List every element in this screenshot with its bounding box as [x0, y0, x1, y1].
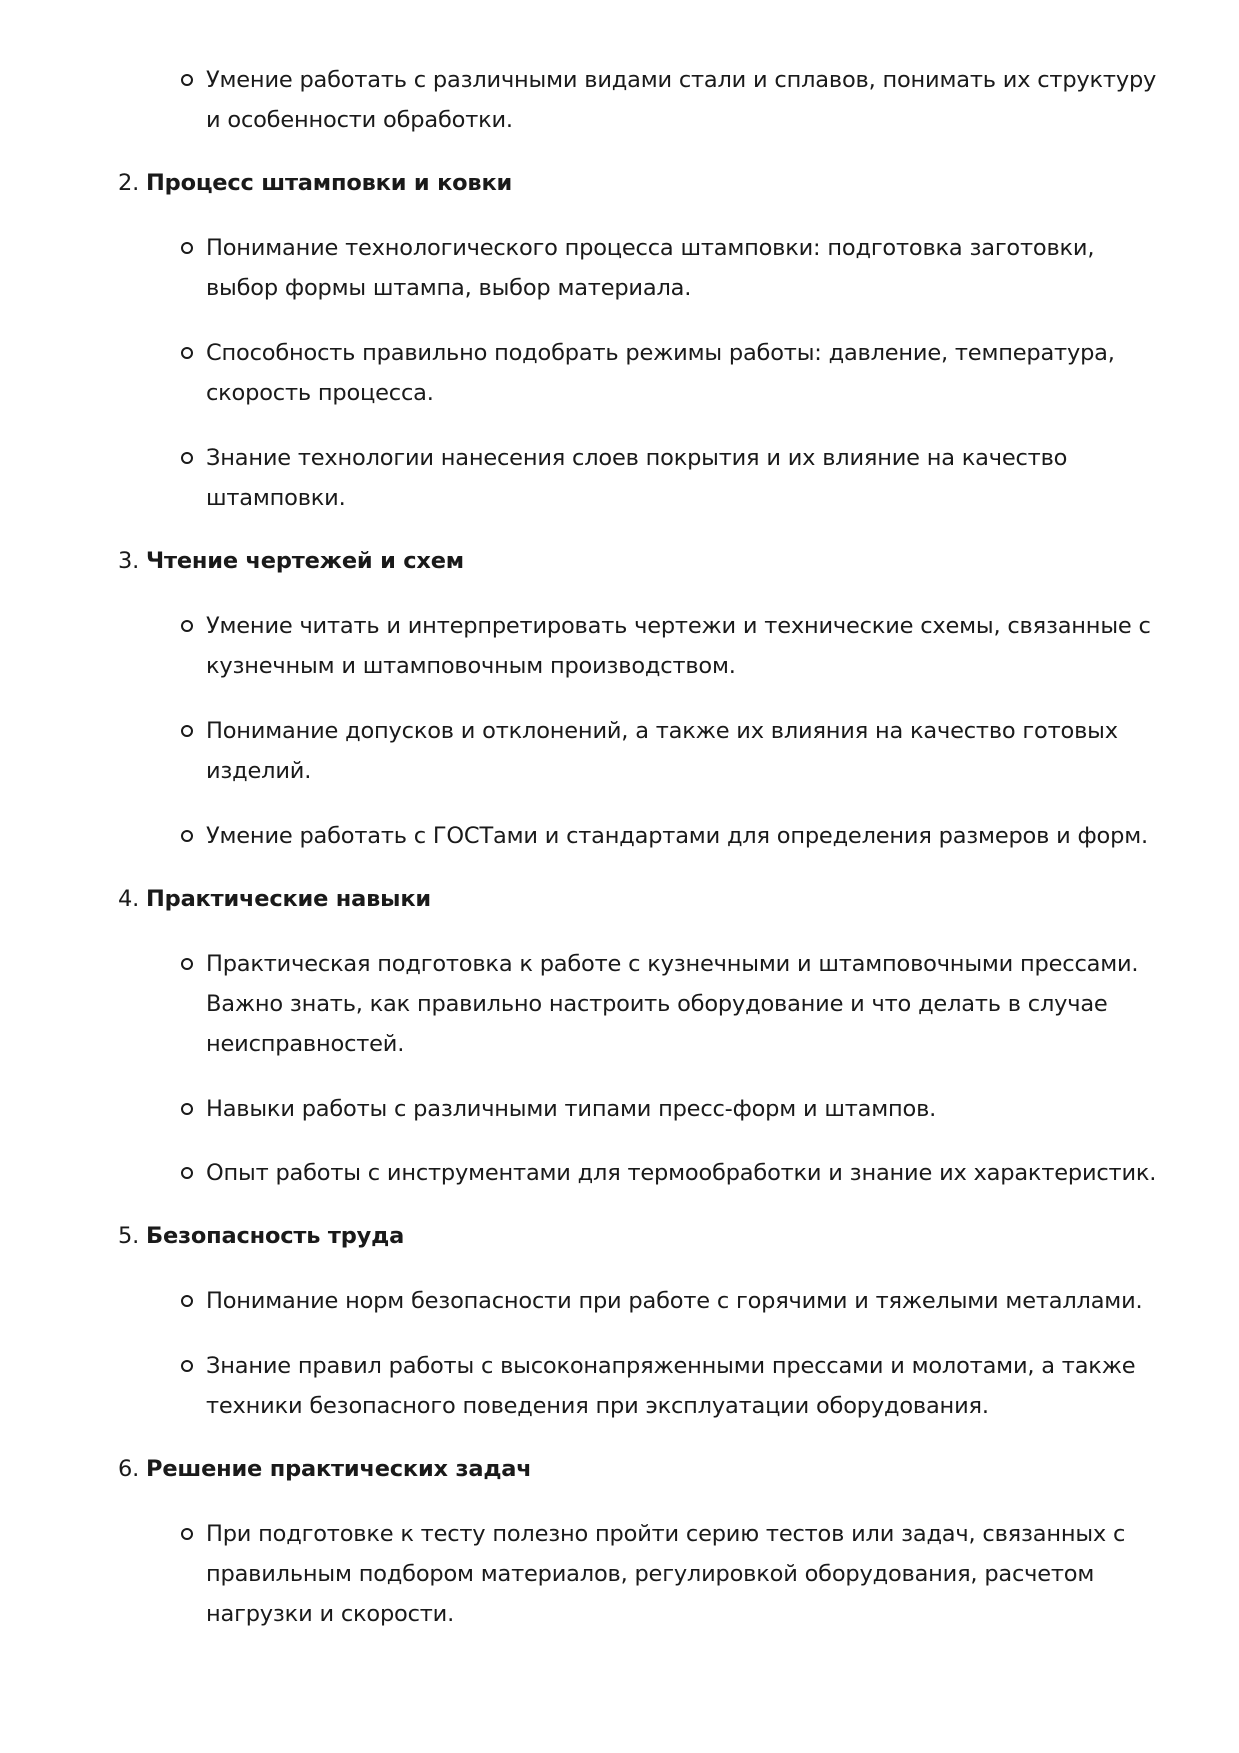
list-item-text: Понимание норм безопасности при работе с горячими и тяжелыми металлами. [206, 1288, 1143, 1314]
list-item [206, 711, 1171, 791]
list-item [206, 606, 1171, 686]
section-title: Безопасность труда [146, 1223, 405, 1249]
section-heading [118, 1449, 1118, 1489]
circle-bullet-icon [181, 347, 193, 359]
section-title: Чтение чертежей и схем [146, 548, 464, 574]
circle-bullet-icon [181, 1360, 193, 1372]
circle-bullet-icon [181, 620, 193, 632]
list-item-text: Знание правил работы с высоконапряженными прессами и молотами, а также техники безопасного поведения при эксплуатации оборудования. [206, 1353, 1136, 1419]
list-item-text: Понимание технологического процесса штамповки: подготовка заготовки, выбор формы штампа, выбор материала. [206, 235, 1095, 301]
section-number: 4. [118, 886, 140, 912]
list-item-text: Умение работать с ГОСТами и стандартами для определения размеров и форм. [206, 823, 1148, 849]
list-item-text: Умение работать с различными видами стали и сплавов, понимать их структуру и особенности обработки. [206, 67, 1157, 133]
section-title: Процесс штамповки и ковки [146, 170, 513, 196]
section-heading [118, 163, 1118, 203]
circle-bullet-icon [181, 242, 193, 254]
circle-bullet-icon [181, 452, 193, 464]
list-item-text: Способность правильно подобрать режимы работы: давление, температура, скорость процесса. [206, 340, 1115, 406]
section-number: 2. [118, 170, 140, 196]
section-title: Решение практических задач [146, 1456, 532, 1482]
list-item [206, 816, 1171, 856]
circle-bullet-icon [181, 1103, 193, 1115]
circle-bullet-icon [181, 1295, 193, 1307]
list-item [206, 438, 1171, 518]
circle-bullet-icon [181, 74, 193, 86]
list-item [206, 1153, 1171, 1193]
list-item [206, 60, 1171, 140]
section-heading [118, 879, 1118, 919]
list-item-text: Знание технологии нанесения слоев покрытия и их влияние на качество штамповки. [206, 445, 1068, 511]
circle-bullet-icon [181, 958, 193, 970]
list-item [206, 944, 1171, 1064]
list-item [206, 1089, 1171, 1129]
list-item-text: Понимание допусков и отклонений, а также их влияния на качество готовых изделий. [206, 718, 1118, 784]
section-number: 5. [118, 1223, 140, 1249]
circle-bullet-icon [181, 725, 193, 737]
list-item-text: Умение читать и интерпретировать чертежи и технические схемы, связанные с кузнечным и штамповочным производством. [206, 613, 1151, 679]
section-heading [118, 541, 1118, 581]
list-item [206, 228, 1171, 308]
list-item [206, 1346, 1171, 1426]
section-number: 6. [118, 1456, 140, 1482]
list-item-text: Практическая подготовка к работе с кузнечными и штамповочными прессами. Важно знать, как правильно настроить оборудование и что делать в случае неисправностей. [206, 951, 1139, 1057]
list-item-text: Навыки работы с различными типами пресс-форм и штампов. [206, 1096, 937, 1122]
list-item [206, 1281, 1171, 1321]
list-item-text: Опыт работы с инструментами для термообработки и знание их характеристик. [206, 1160, 1157, 1186]
section-heading [118, 1216, 1118, 1256]
list-item-text: При подготовке к тесту полезно пройти серию тестов или задач, связанных с правильным подбором материалов, регулировкой оборудования, расчетом нагрузки и скорости. [206, 1521, 1126, 1627]
list-item [206, 1514, 1171, 1634]
section-number: 3. [118, 548, 140, 574]
circle-bullet-icon [181, 1528, 193, 1540]
list-item [206, 333, 1171, 413]
circle-bullet-icon [181, 1167, 193, 1179]
section-title: Практические навыки [146, 886, 431, 912]
circle-bullet-icon [181, 830, 193, 842]
